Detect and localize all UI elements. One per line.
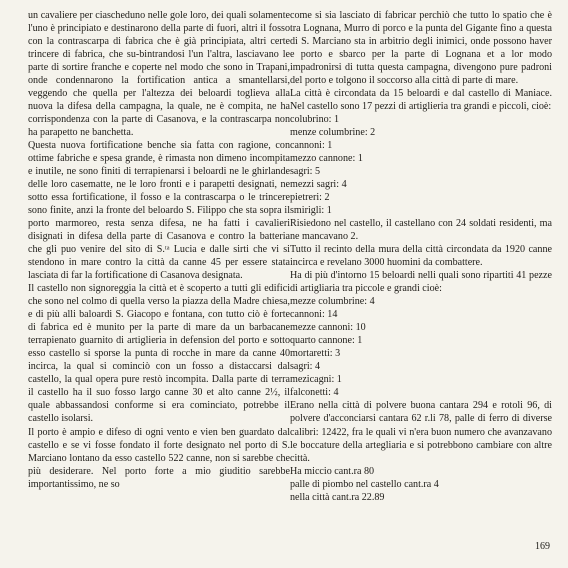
list-item: mortaretti: 3 bbox=[290, 348, 341, 360]
list-item: cannoni: 1 bbox=[290, 140, 333, 152]
list-item: mezzi sagri: 4 bbox=[290, 179, 347, 191]
castle-artillery-list bbox=[290, 113, 552, 217]
paragraph: Questa nuova fortificatione benche sia fatta con ragione, con ottime fabriche e spesa grande, è rimasta non dimeno incompita e inutile, ne sono finiti di terrapienarsi i beloardi ne le ghirlande delle loro casematte, ne le loro fronti e i parapetti designati, ne sotto essa fortificatione, il fosso e la contrascarpa o le trincere sono finite, anzi la fronte del beloardo S. Filippo che sta sopra il porto marmoreo, resta senza difesa, ne ha fatti i cavalieri disignati in difesa della parte di Casanova e contro la batteria che gli puo venire del sito di S.ᵗᵃ Lucia e dalle sirti che vi si stendono in mare contro la città da canne 45 per essere stata lasciata di far la fortificatione di Casanova designata. bbox=[28, 140, 290, 282]
list-item: sagri: 4 bbox=[290, 361, 320, 373]
list-item: mezicagni: 1 bbox=[290, 374, 342, 386]
list-item: mezze cannoni: 10 bbox=[290, 322, 366, 334]
right-column bbox=[290, 9, 552, 504]
paragraph: Ha di più d'intorno 15 beloardi nelli quali sono ripartiti 41 pezze di artigliaria tra piccole e grandi cioè: bbox=[290, 270, 552, 295]
list-item: cannoni: 14 bbox=[290, 309, 338, 321]
list-item: smirigli: 1 bbox=[290, 205, 332, 217]
list-item: menze columbrine: 2 bbox=[290, 127, 376, 139]
list-item: sagri: 5 bbox=[290, 166, 320, 178]
list-item: quarto cannone: 1 bbox=[290, 335, 363, 347]
paragraph: Il porto è ampio e difeso di ogni vento e vien ben guardato dal castello e se vi fosse fondato il forte designato nel porto di S. Marciano lontano da esso castello 522 canne, non si sarebbe che più desiderare. Nel porto forte a mio giuditio sarebbe importantissimo, ne so bbox=[28, 426, 290, 490]
list-item: palle di piombo nel castello cant.ra 4 bbox=[290, 478, 439, 490]
list-item: falconetti: 4 bbox=[290, 387, 339, 399]
left-column bbox=[28, 9, 290, 491]
paragraph: Tutto il recinto della mura della città circondata da 1920 canne incirca e revelano 3000 huomini da combattere. bbox=[290, 244, 552, 269]
bastion-artillery-list bbox=[290, 295, 552, 399]
list-item: mezzo cannone: 1 bbox=[290, 153, 363, 165]
page-number: 169 bbox=[535, 541, 550, 552]
list-item: nella città cant.ra 22.89 bbox=[290, 491, 385, 503]
paragraph: Erano nella città di polvere buona cantara 294 e rotoli 96, di polvere d'acconciarsi cantara 62 r.li 78, palle di ferro di diverse calibri: 12422, fra le quali vi n'era buon numero che avanzavano le boccature della artegliaria e si potrebbono cambiare con altre città. bbox=[290, 400, 552, 464]
paragraph: Risiedono nel castello, il castellano con 24 soldati residenti, ma ne mancavano 2. bbox=[290, 218, 552, 243]
list-item: mezze columbrine: 4 bbox=[290, 296, 375, 308]
stores-list bbox=[290, 465, 552, 504]
list-item: colubrino: 1 bbox=[290, 114, 340, 126]
paragraph: un cavaliere per ciascheduno nelle gole loro, dei quali solamente l'uno è principiato e destinarono della parte di fuori, altri il fosso con la contrascarpa di fabrica che è già principiata, altri certe trincere di fabrica, che su-bintrandosi l'un l'altra, lasciavano le parte di sortire franche e coperte nel modo che sono in Trapani, onde condennarono la fortification antica a smantellarsi, veggendo che quella per l'altezza dei beloardi toglieva alla nuova la difesa della campagna, la quale, ne è compita, ne ha corrispondenza con la parte di Casanova, e la contrascarpa non ha parapetto ne banchetta. bbox=[28, 10, 290, 139]
paragraph: La città è circondata da 15 beloardi e dal castello di Maniace. Nel castello sono 17 pezzi di artiglieria tra grandi e piccoli, cioè: bbox=[290, 88, 552, 113]
list-item: Ha miccio cant.ra 80 bbox=[290, 465, 375, 477]
paragraph: Il castello non signoreggia la città et è scoperto a tutti gli edifici che sono nel colmo di quella verso la piazza della Madre chiesa, e di più alli baloardi S. Giacopo e fontana, con tutto ciò è forte di fabrica ed è munito per la parte di mare da un barbacane terrapienato guarnito di artiglieria in defension del porto e sotto esso castello si sporse la punta di rocche in mare da canne 40 incirca, la qual si cominciò con un fosso a distaccarsi dal castello, la qual opera pure restò incompita. Dalla parte di terra il castello ha il suo fosso largo canne 30 et alto canne 2½, il quale abbassandosi conforme si era cominciato, potrebbe il castello isolarsi. bbox=[28, 283, 290, 425]
list-item: pietreri: 2 bbox=[290, 192, 330, 204]
paragraph: come si sia lasciato di fabricar perchiò che tutto lo spatio che è tra Lognana, Murro di porco e la punta del Gigante fino a questa di S. Marciano sta in arbitrio degli inimici, onde possono haver e porto e sbarco per la parte di Lognana et a lor modo impadronirsi di tutta questa campagna, divengono pure padroni del porto e tolgono il soccorso alla città di parte di mare. bbox=[290, 10, 552, 87]
